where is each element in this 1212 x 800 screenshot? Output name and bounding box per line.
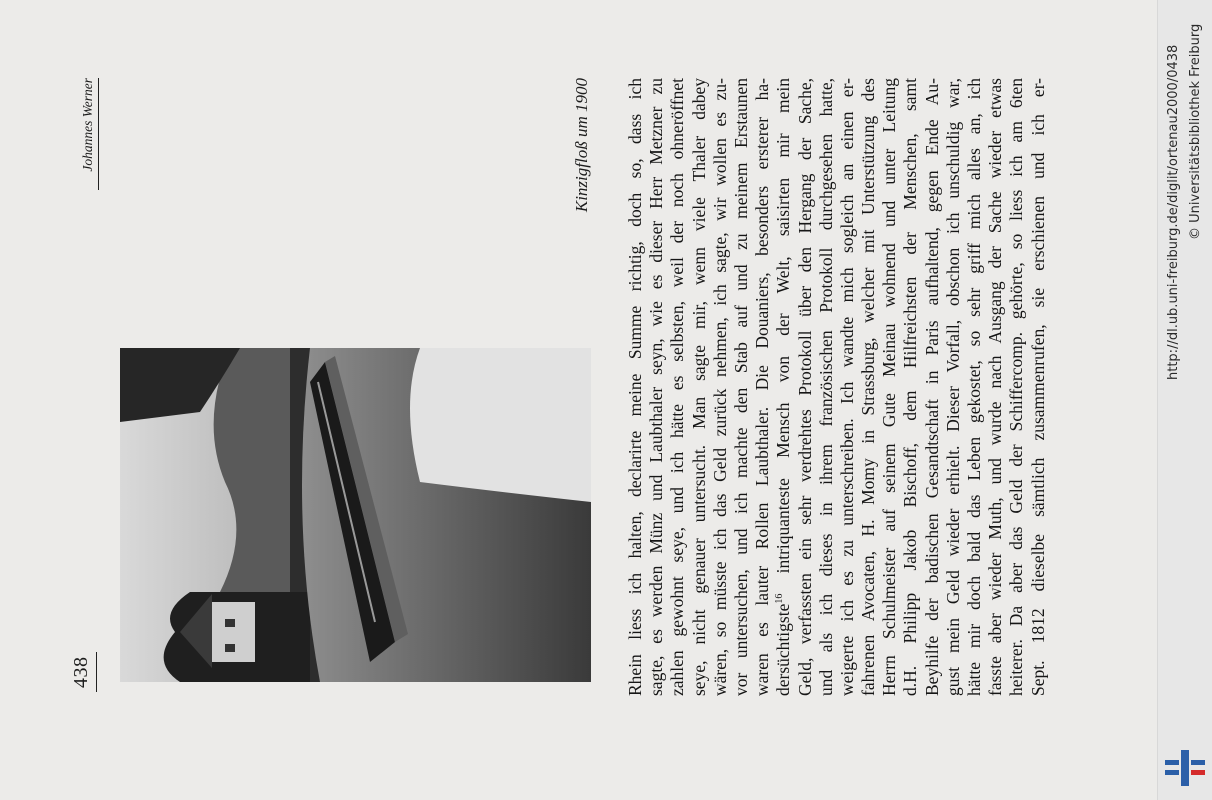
text-line: gust mein Geld wieder erhielt. Dieser Vorfall, obschon ich unschuldig war, <box>942 78 963 696</box>
body-text <box>625 78 1049 696</box>
text-line: seye, nicht genauer untersucht. Man sagte mir, wenn viele Thaler dabey <box>688 78 709 696</box>
copyright-notice: © Universitätsbibliothek Freiburg <box>1188 23 1203 240</box>
text-line: und als ich dieses in ihrem französischen Protokoll durchgesehen hatte, <box>815 78 836 696</box>
running-head: Johannes Werner <box>80 78 95 172</box>
text-line: Geld, verfassten ein sehr verdrehtes Protokoll über den Hergang der Sache, <box>794 78 815 696</box>
text-line: weigerte ich es zu unterschreiben. Ich wandte mich sogleich an einen er- <box>836 78 857 696</box>
text-line: hätte mir doch bald das Leben gekostet, so sehr griff mich alles an, ich <box>964 78 984 696</box>
source-url[interactable]: http://dl.ub.uni-freiburg.de/diglit/ortenau2000/0438 <box>1166 44 1181 380</box>
text-line: Beyhilfe der badischen Gesandtschaft in Paris aufhaltend, gegen Ende Au- <box>921 78 942 696</box>
text-line: vor untersuchen, und ich machte den Stab auf und zu meinem Erstaunen <box>730 78 751 696</box>
photo-caption: Kinzigfloß um 1900 <box>572 78 591 213</box>
text-line: Rhein liess ich halten, declarirte meine Summe richtig, doch so, dass ich <box>625 78 645 696</box>
text-line: Herrn Schulmeister auf seinem Gute Meinau wohnend und unter Leitung <box>879 78 900 696</box>
header-rule-right <box>98 78 99 190</box>
header-rule-left <box>96 652 97 692</box>
page-number: 438 <box>70 656 92 688</box>
library-logo-icon <box>1163 748 1207 788</box>
text-line: Sept. 1812 dieselbe sämtlich zusammenrufen, sie erschienen und ich er- <box>1027 78 1048 696</box>
text-line: sagte, es werden Münz und Laubthaler seyn, wie es dieser Herr Metzner zu <box>646 78 667 696</box>
text-line: zahlen gewohnt seye, und ich hätte es selbsten, weil der noch ohneröffnet <box>667 78 688 696</box>
text-line: d.H. Philipp Jakob Bischoff, dem Hilfreichsten der Menschen, samt <box>900 78 921 696</box>
text-line: waren es lauter Rollen Laubthaler. Die Douaniers, besonders ersterer ha- <box>752 78 773 696</box>
historic-photo <box>120 348 591 682</box>
footnote-ref: 16 <box>774 593 786 604</box>
text-line: fahrenen Avocaten, H. Momy in Strassburg, welcher mit Unterstützung des <box>858 78 879 696</box>
text-line: dersüchtigste$^{16}$ intriquanteste Mensch von der Welt, saisirten mir mein <box>773 78 794 696</box>
text-line: fasste aber wieder Muth, und wurde nach Ausgang der Sache wieder etwas <box>985 78 1006 696</box>
text-line: heiterer. Da aber das Geld der Schiffercomp. gehörte, so liess ich am 6ten <box>1006 78 1027 696</box>
text-line: wären, so müsste ich das Geld zurück nehmen, ich sagte, wir wollen es zu- <box>709 78 730 696</box>
